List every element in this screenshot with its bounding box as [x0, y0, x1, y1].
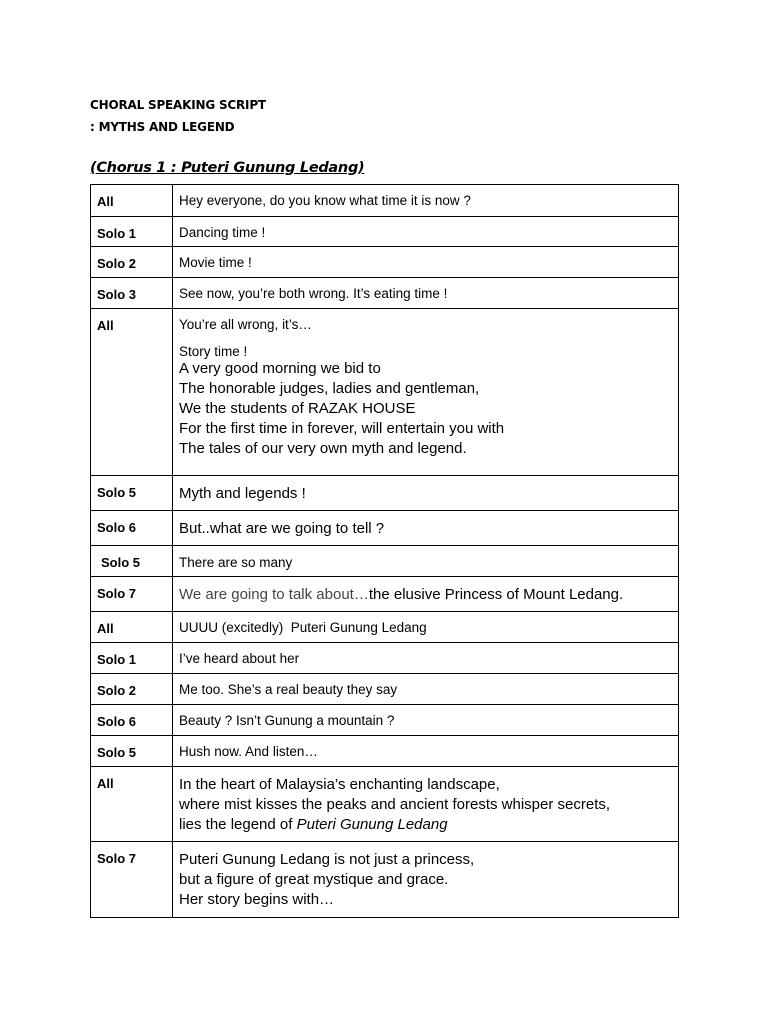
line-cell [173, 278, 679, 309]
table-row [91, 511, 679, 546]
line-cell [173, 643, 679, 674]
speaker-cell: Solo 5 [91, 736, 173, 767]
line-text: lies the legend of [179, 816, 297, 833]
table-row [91, 643, 679, 674]
speaker-cell: Solo 5 [91, 476, 173, 511]
speaker-cell: Solo 5 [91, 546, 173, 577]
table-row [91, 767, 679, 842]
table-row [91, 217, 679, 247]
line-text: Hey everyone, do you know what time it is now ? [179, 193, 471, 208]
line-text: The tales of our very own myth and legend. [179, 440, 467, 457]
line-cell [173, 842, 679, 918]
line-text: But..what are we going to tell ? [179, 520, 385, 537]
table-row [91, 309, 679, 476]
line-text: Me too. She’s a real beauty they say [179, 682, 398, 697]
line-cell [173, 674, 679, 705]
table-row [91, 476, 679, 511]
line-cell [173, 247, 679, 278]
table-row [91, 185, 679, 217]
line-text: A very good morning we bid to [179, 360, 381, 377]
title-line-1: CHORAL SPEAKING SCRIPT [90, 98, 266, 112]
line-cell [173, 705, 679, 736]
speaker-cell: Solo 6 [91, 511, 173, 546]
line-text: but a figure of great mystique and grace. [179, 871, 449, 888]
legend-name: Puteri Gunung Ledang [296, 816, 448, 833]
line-text: Myth and legends ! [179, 485, 306, 502]
table-row [91, 278, 679, 309]
line-text: UUUU (excitedly) Puteri Gunung Ledang [179, 620, 427, 635]
line-text: Dancing time ! [179, 225, 266, 240]
speaker-cell: Solo 2 [91, 674, 173, 705]
line-cell [173, 309, 679, 476]
script-title [90, 94, 266, 138]
line-text: There are so many [179, 555, 293, 570]
line-text: Hush now. And listen… [179, 744, 318, 759]
line-text: We the students of RAZAK HOUSE [179, 400, 416, 417]
table-row [91, 736, 679, 767]
line-gap [179, 332, 678, 344]
speaker-cell: All [91, 612, 173, 643]
speaker-cell: Solo 6 [91, 705, 173, 736]
speaker-cell: Solo 1 [91, 643, 173, 674]
speaker-cell: Solo 7 [91, 577, 173, 612]
speaker-cell: Solo 2 [91, 247, 173, 278]
line-text: We are going to talk about… [179, 586, 369, 603]
line-cell [173, 185, 679, 217]
line-cell [173, 217, 679, 247]
table-row [91, 612, 679, 643]
table-row [91, 705, 679, 736]
line-cell [173, 736, 679, 767]
line-text: I’ve heard about her [179, 651, 300, 666]
line-cell [173, 546, 679, 577]
line-text-wrapper [179, 815, 678, 835]
line-cell [173, 476, 679, 511]
table-row [91, 674, 679, 705]
speaker-cell: Solo 1 [91, 217, 173, 247]
line-text: In the heart of Malaysia’s enchanting landscape, [179, 776, 500, 793]
speaker-cell: All [91, 767, 173, 842]
line-text: where mist kisses the peaks and ancient forests whisper secrets, [179, 796, 611, 813]
line-text: Puteri Gunung Ledang is not just a princess, [179, 851, 475, 868]
line-text: Beauty ? Isn’t Gunung a mountain ? [179, 713, 395, 728]
line-text: Movie time ! [179, 255, 252, 270]
line-text: See now, you’re both wrong. It’s eating time ! [179, 286, 448, 301]
chorus-heading: (Chorus 1 : Puteri Gunung Ledang) [90, 160, 365, 176]
line-text: the elusive Princess of Mount Ledang. [368, 586, 624, 603]
line-cell [173, 767, 679, 842]
table-row [91, 247, 679, 278]
speaker-cell: All [91, 185, 173, 217]
line-text: Story time ! [179, 344, 248, 359]
speaker-cell: All [91, 309, 173, 476]
line-text: You’re all wrong, it’s… [179, 317, 312, 332]
table-row [91, 577, 679, 612]
title-line-2: : MYTHS AND LEGEND [90, 120, 235, 134]
script-table [90, 184, 679, 918]
line-text: The honorable judges, ladies and gentleman, [179, 380, 480, 397]
table-row [91, 842, 679, 918]
line-cell [173, 577, 679, 612]
line-text: For the first time in forever, will entertain you with [179, 420, 505, 437]
table-row [91, 546, 679, 577]
line-cell [173, 511, 679, 546]
speaker-cell: Solo 7 [91, 842, 173, 918]
line-cell [173, 612, 679, 643]
line-text: Her story begins with… [179, 891, 335, 908]
speaker-cell: Solo 3 [91, 278, 173, 309]
